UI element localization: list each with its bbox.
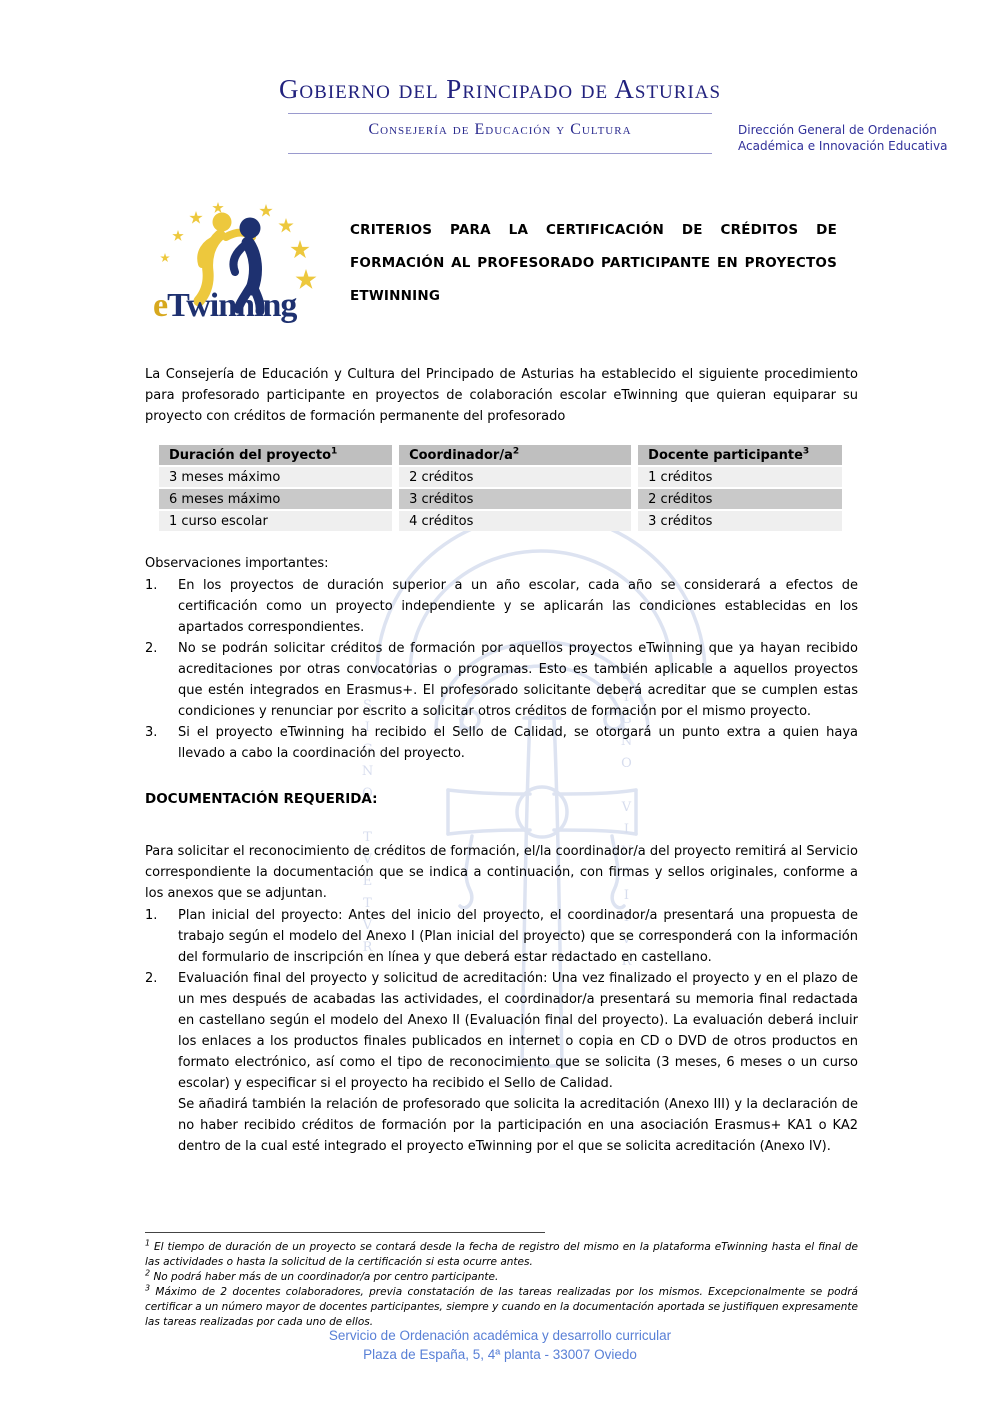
government-title: Gobierno del Principado de Asturias: [278, 74, 722, 104]
list-item: [145, 575, 858, 638]
observations-list: [145, 575, 858, 764]
table-header-row: [159, 445, 842, 465]
footnotes-block: [145, 1232, 858, 1330]
observations-heading: Observaciones importantes:: [145, 556, 329, 571]
list-item-number: 2.: [145, 971, 158, 986]
svg-text:eTwinning: [153, 287, 297, 324]
header-cell-participant: [638, 445, 842, 465]
footnote-marker: 2: [145, 1268, 151, 1278]
list-item-text: En los proyectos de duración superior a un año escolar, cada año se considerará a efectos de certificación como un proyecto independiente y se aplicarán las condiciones establecidas en los apartados correspondientes.: [178, 578, 858, 635]
table-row: [159, 489, 842, 509]
header-divider-bottom: [288, 153, 712, 154]
credits-table: [152, 443, 849, 533]
table-cell: 2 créditos: [399, 467, 631, 487]
table-cell: 3 meses máximo: [159, 467, 392, 487]
header-label: Coordinador/a: [409, 447, 513, 463]
documentation-list: [145, 905, 858, 1157]
footnote-marker: 1: [145, 1238, 151, 1248]
header-cell-coordinator: [399, 445, 631, 465]
documentation-intro: Para solicitar el reconocimiento de créditos de formación, el/la coordinador/a del proyecto remitirá al Servicio correspondiente la documentación que se indica a continuación, con firmas y sellos originales, conforme a los anexos que se adjuntan.: [145, 844, 858, 901]
footnote-ref-1: 1: [331, 446, 338, 457]
table-row: [159, 467, 842, 487]
department-title: Consejería de Educación y Cultura: [368, 121, 632, 138]
logo-word-twinning: Twinning: [167, 287, 297, 324]
footnote-text: No podrá haber más de un coordinador/a por centro participante.: [153, 1271, 499, 1283]
direction-general-block: [738, 122, 948, 154]
footnote-3: [145, 1285, 858, 1330]
footnote-text: Máximo de 2 docentes colaboradores, previa constatación de las tareas realizadas por los mismos. Excepcionalmente se podrá certificar a un número mayor de docentes participantes, siempre y cuando en la documentación aportada se justifiquen expresamente las tareas realizadas por cada uno de ellos.: [145, 1286, 858, 1328]
footnote-2: [145, 1270, 858, 1285]
direction-line-2: Académica e Innovación Educativa: [738, 139, 948, 153]
footnote-separator: [145, 1232, 545, 1233]
table-cell: 4 créditos: [399, 511, 631, 531]
list-item-number: 2.: [145, 641, 158, 656]
list-item-text: Plan inicial del proyecto: Antes del inicio del proyecto, el coordinador/a presentará una propuesta de trabajo según el modelo del Anexo I (Plan inicial del proyecto) que se corresponderá con la información del formulario de inscripción en línea y que deberá estar redactado en castellano.: [178, 908, 858, 965]
footnote-1: [145, 1240, 858, 1270]
intro-paragraph: La Consejería de Educación y Cultura del Principado de Asturias ha establecido el siguiente procedimiento para profesorado participante en proyectos de colaboración escolar eTwinning que quieran equiparar su proyecto con créditos de formación permanente del profesorado: [145, 367, 858, 424]
logo-letter-e: e: [153, 287, 168, 324]
list-item-paragraph: Evaluación final del proyecto y solicitud de acreditación: Una vez finalizado el proyecto y en el plazo de un mes después de acabadas las actividades, el coordinador/a presentará su memoria final redactada en castellano según el modelo del Anexo II (Evaluación final del proyecto). La evaluación deberá incluir los enlaces a los productos finales publicados en internet o copia en CD o DVD de otros productos en formato electrónico, así como el tipo de reconocimiento que se solicita (3 meses, 6 meses o un curso escolar) y especificar si el proyecto ha recibido el Sello de Calidad.: [178, 971, 858, 1091]
footnote-marker: 3: [145, 1283, 151, 1293]
list-item-paragraph-continued: Se añadirá también la relación de profesorado que solicita la acreditación (Anexo III) y la declaración de no haber recibido créditos de formación por la participación en una asociación Erasmus+ KA1 o KA2 dentro de la cual esté integrado el proyecto eTwinning por el que se solicita acreditación (Anexo IV).: [178, 1097, 858, 1154]
documentation-heading: DOCUMENTACIÓN REQUERIDA:: [145, 791, 378, 807]
etwinning-logo: [145, 198, 322, 324]
document-title: CRITERIOS PARA LA CERTIFICACIÓN DE CRÉDITOS DE FORMACIÓN AL PROFESORADO PARTICIPANTE EN PROYECTOS ETWINNING: [350, 222, 837, 304]
footer-service-line: Servicio de Ordenación académica y desarrollo curricular: [328, 1328, 672, 1343]
header-cell-duration: [159, 445, 392, 465]
footer-address-line: Plaza de España, 5, 4ª planta - 33007 Oviedo: [363, 1347, 637, 1362]
list-item: [145, 905, 858, 968]
list-item-number: 1.: [145, 578, 158, 593]
table-cell: 3 créditos: [638, 511, 842, 531]
government-header: [0, 0, 1000, 154]
list-item: [145, 722, 858, 764]
footnote-text: El tiempo de duración de un proyecto se contará desde la fecha de registro del mismo en la plataforma eTwinning hasta el final de las actividades o hasta la solicitud de la certificación si esta ocurre antes.: [145, 1241, 858, 1268]
list-item: [145, 638, 858, 722]
page-footer: [0, 1326, 1000, 1364]
table-cell: 2 créditos: [638, 489, 842, 509]
header-label: Docente participante: [648, 447, 803, 463]
footnote-ref-2: 2: [512, 446, 520, 457]
list-item: [145, 968, 858, 1157]
brand-row: [145, 198, 1000, 324]
list-item-text: No se podrán solicitar créditos de formación por aquellos proyectos eTwinning que ya hayan recibido acreditaciones por otras convocatorias o programas. Esto es también aplicable a aquellos proyectos que estén integrados en Erasmus+. El profesorado solicitante deberá acreditar que se cumplen estas condiciones y renunciar por escrito a solicitar otros créditos de formación por el mismo proyecto.: [178, 641, 858, 719]
table-cell: 1 curso escolar: [159, 511, 392, 531]
list-item-number: 3.: [145, 725, 158, 740]
list-item-number: 1.: [145, 908, 158, 923]
footnote-ref-3: 3: [802, 446, 810, 457]
list-item-text: Si el proyecto eTwinning ha recibido el Sello de Calidad, se otorgará un punto extra a quien haya llevado a cabo la coordinación del proyecto.: [178, 725, 858, 761]
header-label: Duración del proyecto: [169, 447, 331, 463]
direction-line-1: Dirección General de Ordenación: [738, 123, 937, 137]
table-cell: 1 créditos: [638, 467, 842, 487]
table-row: [159, 511, 842, 531]
list-item-text: [178, 968, 858, 1157]
watermark-motto-left: SIGNO TVETVR: [360, 698, 375, 962]
watermark-motto-right: SIGNO VINCITVR: [619, 668, 634, 976]
table-cell: 3 créditos: [399, 489, 631, 509]
etwinning-logo-graphic: [145, 198, 322, 324]
table-cell: 6 meses máximo: [159, 489, 392, 509]
